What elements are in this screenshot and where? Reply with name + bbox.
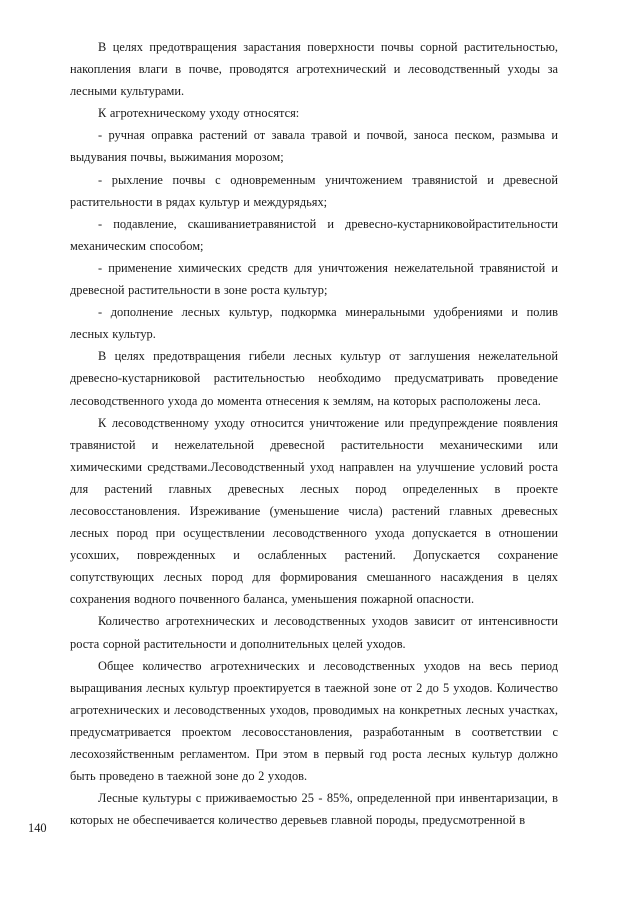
paragraph: Количество агротехнических и лесоводственных уходов зависит от интенсивности роста сорной растительности и дополнительных целей уходов. <box>70 614 558 651</box>
body-text <box>70 36 558 831</box>
page-number: 140 <box>28 821 47 835</box>
list-item: - подавление, скашиваниетравянистой и древесно-кустарниковойрастительности механическим способом; <box>70 216 558 253</box>
list-item: - применение химических средств для уничтожения нежелательной травянистой и древесной растительности в зоне роста культур; <box>70 260 558 298</box>
list-item: - рыхление почвы с одновременным уничтожением травянистой и древесной растительности в рядах культур и междурядьях; <box>70 172 558 209</box>
paragraph: К лесоводственному уходу относится уничтожение или предупреждение появления травянистой и нежелательной древесной растительности механическими или химическими средствами.Лесоводственный уход направлен на улучшение условий роста для растений главных древесных лесных пород определенных в проекте лесовосстановления. Изреживание (уменьшение числа) растений главных древесных лесных пород при осуществлении лесоводственного ухода допускается в отношении усохших, поврежденных и ослабленных растений. Допускается сохранение сопутствующих лесных пород для формирования смешанного насаждения в целях сохранения водного почвенного баланса, уменьшения пожарной опасности. <box>70 415 558 607</box>
list-item: - ручная оправка растений от завала травой и почвой, заноса песком, размыва и выдувания почвы, выжимания морозом; <box>70 128 558 165</box>
paragraph: Лесные культуры с приживаемостью 25 - 85%, определенной при инвентаризации, в которых не обеспечивается количество деревьев главной породы, предусмотренной в <box>70 791 558 828</box>
paragraph: В целях предотвращения гибели лесных культур от заглушения нежелательной древесно-кустарниковой растительностью необходимо предусматривать проведение лесоводственного ухода до момента отнесения к землям, на которых расположены леса. <box>70 349 558 408</box>
list-item: - дополнение лесных культур, подкормка минеральными удобрениями и полив лесных культур. <box>70 305 558 342</box>
paragraph: Общее количество агротехнических и лесоводственных уходов на весь период выращивания лесных культур проектируется в таежной зоне от 2 до 5 уходов. Количество агротехнических и лесоводственных уходов, проводимых на конкретных лесных участках, предусматривается проектом лесовосстановления, разработанным в соответствии с лесохозяйственным регламентом. При этом в первый год роста лесных культур должно быть проведено в таежной зоне до 2 уходов. <box>70 658 558 784</box>
paragraph: К агротехническому уходу относятся: <box>98 106 300 121</box>
paragraph: В целях предотвращения зарастания поверхности почвы сорной растительностью, накопления влаги в почве, проводятся агротехнический и лесоводственный уходы за лесными культурами. <box>70 40 558 99</box>
